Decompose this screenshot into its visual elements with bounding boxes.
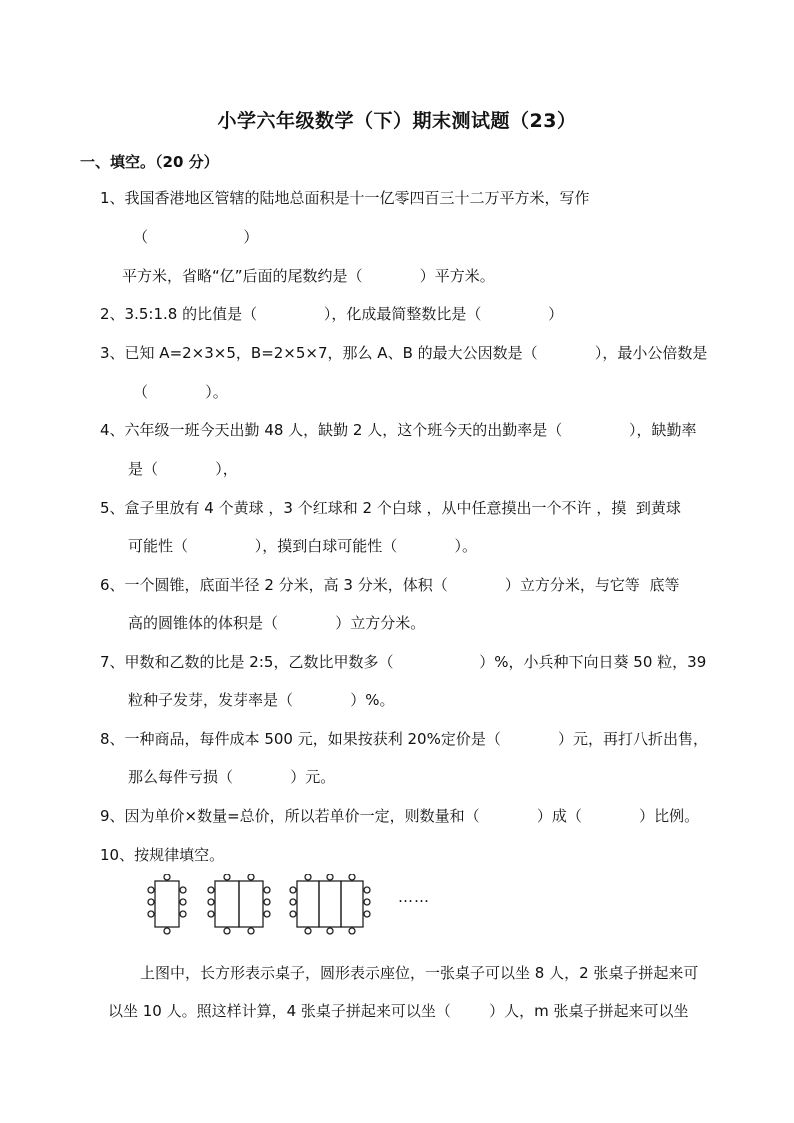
section-heading: 一、填空。（20 分）	[80, 153, 219, 171]
question-10-description-line-2: 以坐 10 人。照这样计算，4 张桌子拼起来可以坐（ ）人，m 张桌子拼起来可以坐	[108, 1002, 689, 1020]
question-10-description-line-1: 上图中，长方形表示桌子，圆形表示座位，一张桌子可以坐 8 人，2 张桌子拼起来可	[140, 964, 699, 982]
question-4-line-2: 是（ ），	[128, 460, 238, 478]
question-1-line-3: 平方米，省略“亿”后面的尾数约是（ ）平方米。	[122, 267, 495, 285]
question-1-line-1: 1、我国香港地区管辖的陆地总面积是十一亿零四百三十二万平方米，写作	[100, 189, 590, 207]
question-7-line-2: 粒种子发芽，发芽率是（ ）%。	[128, 691, 395, 709]
question-3-line-1: 3、已知 A=2×3×5，B=2×5×7，那么 A、B 的最大公因数是（ ），最小公倍数是	[100, 344, 708, 362]
question-2: 2、3.5:1.8 的比值是（ ），化成最简整数比是（ ）	[100, 305, 564, 323]
question-6-line-2: 高的圆锥体的体积是（ ）立方分米。	[128, 614, 426, 632]
question-10-heading: 10、按规律填空。	[100, 846, 225, 864]
question-5-line-2: 可能性（ ），摸到白球可能性（ ）。	[128, 537, 477, 555]
three-tables-group	[290, 874, 370, 934]
ellipsis: ……	[398, 888, 430, 906]
one-table-group	[148, 874, 186, 934]
question-8-line-1: 8、一种商品，每件成本 500 元，如果按获利 20%定价是（ ）元，再打八折出售，	[100, 730, 709, 748]
question-6-line-1: 6、一个圆锥，底面半径 2 分米，高 3 分米，体积（ ）立方分米，与它等 底等	[100, 576, 680, 594]
question-3-line-2: （ ）。	[133, 383, 228, 401]
question-5-line-1: 5、盒子里放有 4 个黄球 ，3 个红球和 2 个白球 ，从中任意摸出一个不许 ，摸 到黄球	[100, 499, 681, 517]
question-8-line-2: 那么每件亏损（ ）元。	[128, 768, 336, 786]
tables-pattern-figure	[146, 874, 386, 936]
question-1-blank-1: （ ）	[133, 228, 259, 246]
page-title: 小学六年级数学（下）期末测试题（23）	[217, 110, 577, 132]
question-9: 9、因为单价×数量=总价，所以若单价一定，则数量和（ ）成（ ）比例。	[100, 807, 700, 825]
two-tables-group	[208, 874, 270, 934]
question-4-line-1: 4、六年级一班今天出勤 48 人，缺勤 2 人，这个班今天的出勤率是（ ），缺勤率	[100, 421, 697, 439]
question-7-line-1: 7、甲数和乙数的比是 2:5，乙数比甲数多（ ）%，小兵种下向日葵 50 粒，39	[100, 653, 707, 671]
